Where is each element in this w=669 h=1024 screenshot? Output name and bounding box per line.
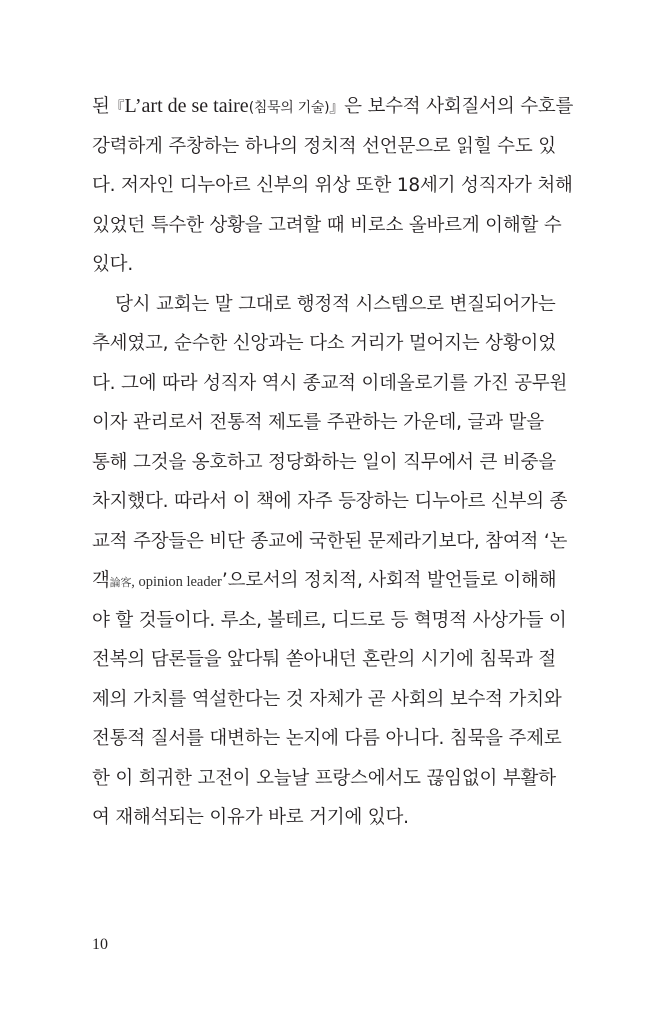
text-line-13 — [92, 561, 562, 601]
text-line-3: 다. 저자인 디누아르 신부의 위상 또한 18세기 성직자가 처해 — [92, 175, 573, 196]
book-title-french: L’art de se taire — [124, 95, 249, 117]
text-fragment: 은 보수적 사회질서의 수호를 — [344, 96, 574, 117]
text-line-9: 이자 관리로서 전통적 제도를 주관하는 가운데, 글과 말을 — [92, 412, 544, 433]
page-number: 10 — [92, 936, 108, 953]
book-title-close-bracket: 』 — [329, 98, 345, 116]
text-line-11: 차지했다. 따라서 이 책에 자주 등장하는 디누아르 신부의 종 — [92, 491, 568, 512]
text-line-5: 있다. — [92, 254, 134, 275]
text-line-16: 제의 가치를 역설한다는 것 자체가 곧 사회의 보수적 가치와 — [92, 688, 562, 710]
hanja-annotation: 論客 — [109, 576, 132, 589]
text-line-14: 야 할 것들이다. 루소, 볼테르, 디드로 등 혁명적 사상가들 이 — [92, 609, 567, 631]
text-line-4: 있었던 특수한 상황을 고려할 때 비로소 올바르게 이해할 수 — [92, 214, 562, 236]
text-line-7: 추세였고, 순수한 신앙과는 다소 거리가 멀어지는 상황이었 — [92, 333, 556, 354]
text-line-18: 한 이 희귀한 고전이 오늘날 프랑스에서도 끊임없이 부활하 — [92, 767, 556, 789]
text-fragment: ’으로서의 정치적, 사회적 발언들로 이해해 — [221, 570, 557, 591]
book-title-korean: (침묵의 기술) — [248, 100, 330, 116]
text-line-2: 강력하게 주창하는 하나의 정치적 선언문으로 읽힐 수도 있 — [92, 135, 556, 157]
text-line-10: 통해 그것을 옹호하고 정당화하는 일이 직무에서 큰 비중을 — [92, 451, 556, 473]
text-line-15: 전복의 담론들을 앞다퉈 쏟아내던 혼란의 시기에 침묵과 절 — [92, 649, 556, 670]
english-annotation: , opinion leader — [131, 574, 222, 590]
text-line-19: 여 재해석되는 이유가 바로 거기에 있다. — [92, 807, 409, 828]
text-line-8: 다. 그에 따라 성직자 역시 종교적 이데올로기를 가진 공무원 — [92, 372, 568, 394]
book-title-open-bracket: 『 — [109, 98, 125, 116]
body-text — [92, 87, 574, 838]
text-line-17: 전통적 질서를 대변하는 논지에 다름 아니다. 침묵을 주제로 — [92, 728, 562, 749]
text-line-12: 교적 주장들은 비단 종교에 국한된 문제라기보다, 참여적 ‘논 — [92, 530, 568, 552]
text-line-6-paragraph-start: 당시 교회는 말 그대로 행정적 시스템으로 변질되어가는 — [115, 293, 556, 315]
text-fragment: 된 — [92, 96, 110, 117]
text-line-1 — [92, 87, 574, 127]
text-fragment: 객 — [92, 570, 110, 591]
